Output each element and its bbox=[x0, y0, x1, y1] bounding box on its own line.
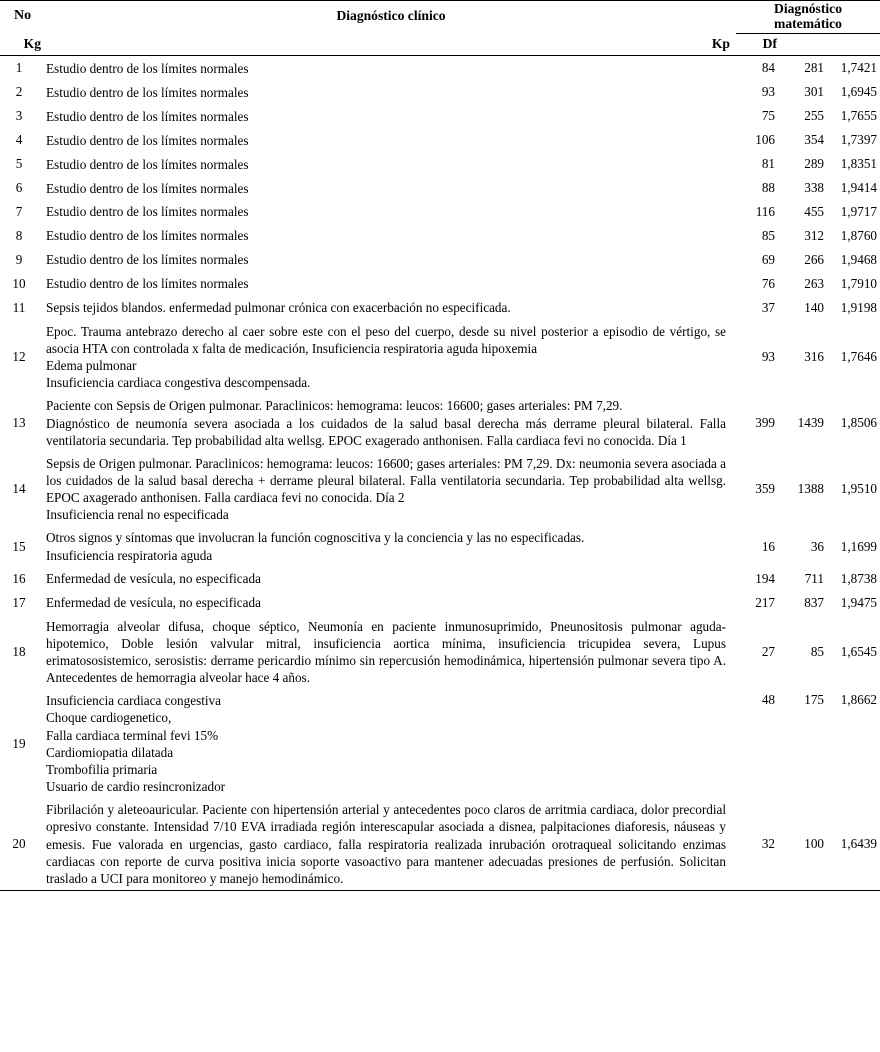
row-number: 5 bbox=[15, 156, 23, 172]
value-kg: 106 bbox=[755, 132, 775, 148]
value-df: 1,8760 bbox=[840, 227, 877, 243]
clinical-diagnosis-cell bbox=[46, 104, 736, 128]
row-number: 13 bbox=[12, 415, 26, 431]
header-row-sub bbox=[0, 34, 880, 56]
table-row bbox=[0, 56, 880, 80]
table-row bbox=[0, 526, 880, 566]
table-row bbox=[0, 591, 880, 615]
diagnosis-line: Estudio dentro de los límites normales bbox=[46, 276, 249, 292]
diagnosis-line: Estudio dentro de los límites normales bbox=[46, 156, 249, 172]
value-df: 1,9475 bbox=[840, 594, 877, 610]
column-header-no: No bbox=[14, 7, 32, 23]
row-number: 11 bbox=[12, 299, 26, 315]
table-row bbox=[0, 296, 880, 320]
diagnosis-line: Estudio dentro de los límites normales bbox=[46, 60, 249, 76]
diagnosis-line: Enfermedad de vesícula, no especificada bbox=[46, 595, 261, 611]
value-kg: 27 bbox=[761, 643, 775, 659]
value-kp: 1439 bbox=[797, 415, 824, 431]
value-kg: 93 bbox=[761, 84, 775, 100]
value-kp: 85 bbox=[810, 643, 824, 659]
diagnosis-line: Hemorragia alveolar difusa, choque séptico, Neumonía en paciente inmunosuprimido, Pneunositosis pulmonar aguda-hipotemico, Doble lesión valvular mitral, insuficiencia aortica mínima, insuficiencia tricupidea severa, Lupus erimatososistemico, serosistis: derrame pericardio mínimo sin repercusión hemodinámica, hipertensión pulmonar severa tipo A. Antecedentes de hemorragia alveolar hace 4 años. bbox=[46, 618, 726, 686]
diagnosis-line: Diagnóstico de neumonía severa asociada a los cuidados de la salud basal derecha más derrame pleural bilateral. Falla ventilatoria secundaria. Tep probabilidad alta wellsg. EPOC exagerado anthonisen. Falla cardiaca fevi no conocida. Día 1 bbox=[46, 415, 726, 448]
table-row bbox=[0, 224, 880, 248]
value-df: 1,7910 bbox=[840, 275, 877, 291]
table-row bbox=[0, 798, 880, 890]
value-df: 1,8738 bbox=[840, 570, 877, 586]
value-df: 1,8351 bbox=[840, 156, 877, 172]
row-number: 10 bbox=[12, 275, 26, 291]
value-kg: 84 bbox=[761, 60, 775, 76]
value-df: 1,6945 bbox=[840, 84, 877, 100]
diagnosis-line: Insuficiencia respiratoria aguda bbox=[46, 547, 213, 563]
column-header-df: Df bbox=[762, 36, 777, 52]
value-kp: 100 bbox=[804, 836, 824, 852]
value-kp: 289 bbox=[804, 156, 824, 172]
clinical-diagnosis-cell bbox=[46, 224, 736, 248]
diagnosis-line: Estudio dentro de los límites normales bbox=[46, 132, 249, 148]
clinical-diagnosis-cell bbox=[46, 128, 736, 152]
diagnosis-line: Otros signos y síntomas que involucran la función cognoscitiva y la conciencia y las no especificadas. bbox=[46, 530, 585, 546]
diagnosis-line: Cardiomiopatia dilatada bbox=[46, 744, 174, 760]
value-df: 1,7646 bbox=[840, 349, 877, 365]
math-header-line2: matemático bbox=[774, 16, 842, 32]
table-row bbox=[0, 200, 880, 224]
table-row bbox=[0, 320, 880, 395]
value-kp: 301 bbox=[804, 84, 824, 100]
value-kp: 316 bbox=[804, 349, 824, 365]
value-kp: 711 bbox=[804, 570, 824, 586]
clinical-diagnosis-cell bbox=[46, 200, 736, 224]
clinical-diagnosis-cell bbox=[46, 591, 736, 615]
row-number: 20 bbox=[12, 836, 26, 852]
diagnosis-line: Epoc. Trauma antebrazo derecho al caer sobre este con el peso del cuerpo, desde su nivel posterior a episodio de vértigo, se asocia HTA con controlada x falta de medicación, Insuficiencia respiratoria aguda hipoxemia bbox=[46, 323, 726, 356]
value-kg: 399 bbox=[755, 415, 775, 431]
table-body bbox=[0, 56, 880, 890]
row-number: 1 bbox=[15, 60, 23, 76]
row-number: 12 bbox=[12, 349, 26, 365]
value-kg: 85 bbox=[761, 227, 775, 243]
header-row-main bbox=[0, 1, 880, 34]
table-row bbox=[0, 248, 880, 272]
value-kg: 116 bbox=[755, 204, 775, 220]
clinical-diagnosis-cell bbox=[46, 320, 736, 395]
value-kp: 312 bbox=[804, 227, 824, 243]
table-row bbox=[0, 272, 880, 296]
value-kg: 359 bbox=[755, 481, 775, 497]
diagnosis-line: Sepsis tejidos blandos. enfermedad pulmonar crónica con exacerbación no especificada. bbox=[46, 300, 511, 316]
table-row bbox=[0, 80, 880, 104]
row-number: 17 bbox=[12, 594, 26, 610]
value-kp: 455 bbox=[804, 204, 824, 220]
diagnosis-line: Fibrilación y aleteoauricular. Paciente con hipertensión arterial y antecedentes poco claros de arritmia cardiaca, dolor precordial opresivo constante. Intensidad 7/10 EVA irradiada región interescapular asociada a disnea, palpitaciones diaforesis, náuseas y emesis. Fue valorada en urgencias, gasto cardiaco, falla respiratoria realizada inrubación orotraqueal solicitando enzimas cardiacas con reporte de curva positiva inicia soporte vasoactivo para mantener adecuadas presiones de perfusión. Solicitan traslado a UCI para monitoreo y manejo hemodinámico. bbox=[46, 802, 726, 886]
column-header-kg: Kg bbox=[23, 36, 41, 52]
row-number: 18 bbox=[12, 643, 26, 659]
diagnosis-line: Estudio dentro de los límites normales bbox=[46, 108, 249, 124]
row-number: 3 bbox=[15, 108, 23, 124]
row-number: 15 bbox=[12, 538, 26, 554]
diagnosis-line: Paciente con Sepsis de Origen pulmonar. Paraclinicos: hemograma: leucos: 16600; gases arteriales: PM 7,29. bbox=[46, 398, 623, 414]
value-kp: 255 bbox=[804, 108, 824, 124]
table-row bbox=[0, 104, 880, 128]
diagnosis-line: Insuficiencia renal no especificada bbox=[46, 507, 229, 523]
diagnosis-line: Insuficiencia cardiaca congestiva bbox=[46, 693, 222, 709]
value-kp: 354 bbox=[804, 132, 824, 148]
diagnosis-line: Usuario de cardio resincronizador bbox=[46, 779, 226, 795]
diagnosis-line: Falla cardiaca terminal fevi 15% bbox=[46, 727, 219, 743]
value-kg: 75 bbox=[761, 108, 775, 124]
value-kg: 32 bbox=[761, 836, 775, 852]
column-header-kp: Kp bbox=[711, 36, 730, 52]
table-row bbox=[0, 452, 880, 527]
clinical-diagnosis-cell bbox=[46, 567, 736, 591]
value-df: 1,9468 bbox=[840, 251, 877, 267]
value-kg: 88 bbox=[761, 180, 775, 196]
value-kp: 140 bbox=[804, 299, 824, 315]
clinical-diagnosis-cell bbox=[46, 798, 736, 890]
value-df: 1,7397 bbox=[840, 132, 877, 148]
diagnosis-line: Insuficiencia cardiaca congestiva descompensada. bbox=[46, 375, 311, 391]
clinical-diagnosis-cell bbox=[46, 248, 736, 272]
value-df: 1,9510 bbox=[840, 481, 877, 497]
diagnosis-line: Estudio dentro de los límites normales bbox=[46, 84, 249, 100]
clinical-diagnosis-cell bbox=[46, 80, 736, 104]
table-row bbox=[0, 689, 880, 798]
value-kg: 81 bbox=[761, 156, 775, 172]
row-number: 7 bbox=[15, 204, 23, 220]
diagnosis-line: Estudio dentro de los límites normales bbox=[46, 228, 249, 244]
value-kg: 48 bbox=[761, 692, 775, 708]
value-kg: 76 bbox=[761, 275, 775, 291]
value-kp: 36 bbox=[810, 538, 824, 554]
clinical-diagnosis-cell bbox=[46, 526, 736, 566]
math-header-line1: Diagnóstico bbox=[774, 1, 842, 16]
diagnosis-line: Edema pulmonar bbox=[46, 358, 137, 374]
value-kg: 93 bbox=[761, 349, 775, 365]
table-row bbox=[0, 394, 880, 451]
value-kg: 37 bbox=[761, 299, 775, 315]
clinical-diagnosis-cell bbox=[46, 452, 736, 527]
value-kp: 263 bbox=[804, 275, 824, 291]
column-header-clinical-diagnosis: Diagnóstico clínico bbox=[336, 7, 446, 23]
row-number: 8 bbox=[15, 227, 23, 243]
clinical-diagnosis-cell bbox=[46, 176, 736, 200]
row-number: 19 bbox=[12, 735, 26, 751]
diagnosis-line: Enfermedad de vesícula, no especificada bbox=[46, 571, 261, 587]
value-df: 1,8506 bbox=[840, 415, 877, 431]
clinical-diagnosis-cell bbox=[46, 615, 736, 690]
value-df: 1,9198 bbox=[840, 299, 877, 315]
table-row bbox=[0, 152, 880, 176]
row-number: 2 bbox=[15, 84, 23, 100]
diagnosis-line: Choque cardiogenetico, bbox=[46, 710, 172, 726]
diagnosis-line: Estudio dentro de los límites normales bbox=[46, 204, 249, 220]
row-number: 9 bbox=[15, 251, 23, 267]
row-number: 14 bbox=[12, 481, 26, 497]
diagnosis-line: Sepsis de Origen pulmonar. Paraclinicos: hemograma: leucos: 16600; gases arteriales: PM 7,29. Dx: neumonia severa asociada a los cuidados de la salud basal derecha + derrame pleural bilateral. Falla ventilatoria secundaria. Tep probabilidad alta wellsg. EPOC axagerado anthonisen. Falla cardiaca fevi no conocida. Día 2 bbox=[46, 455, 726, 506]
value-kg: 16 bbox=[761, 538, 775, 554]
value-df: 1,9717 bbox=[840, 204, 877, 220]
table-head bbox=[0, 1, 880, 57]
table-row bbox=[0, 128, 880, 152]
value-df: 1,6439 bbox=[840, 836, 877, 852]
value-kg: 217 bbox=[755, 594, 775, 610]
rule-bottom bbox=[0, 891, 880, 892]
value-df: 1,8662 bbox=[840, 692, 877, 708]
value-df: 1,9414 bbox=[840, 180, 877, 196]
value-df: 1,7421 bbox=[840, 60, 877, 76]
value-df: 1,6545 bbox=[840, 643, 877, 659]
value-kp: 281 bbox=[804, 60, 824, 76]
value-kp: 837 bbox=[804, 594, 824, 610]
table-row bbox=[0, 615, 880, 690]
diagnosis-line: Trombofilia primaria bbox=[46, 761, 158, 777]
clinical-diagnosis-cell bbox=[46, 296, 736, 320]
value-kp: 1388 bbox=[797, 481, 824, 497]
row-number: 6 bbox=[15, 180, 23, 196]
value-kp: 175 bbox=[804, 692, 824, 708]
table-row bbox=[0, 176, 880, 200]
column-header-math-diagnosis bbox=[736, 1, 880, 34]
value-df: 1,1699 bbox=[840, 538, 877, 554]
value-kg: 194 bbox=[755, 570, 775, 586]
clinical-diagnosis-cell bbox=[46, 272, 736, 296]
clinical-diagnosis-cell bbox=[46, 56, 736, 80]
row-number: 16 bbox=[12, 570, 26, 586]
value-df: 1,7655 bbox=[840, 108, 877, 124]
value-kp: 338 bbox=[804, 180, 824, 196]
value-kg: 69 bbox=[761, 251, 775, 267]
diagnosis-line: Estudio dentro de los límites normales bbox=[46, 180, 249, 196]
table-foot bbox=[0, 891, 880, 892]
value-kp: 266 bbox=[804, 251, 824, 267]
diagnosis-line: Estudio dentro de los límites normales bbox=[46, 252, 249, 268]
table-row bbox=[0, 567, 880, 591]
clinical-diagnosis-cell bbox=[46, 394, 736, 451]
row-number: 4 bbox=[15, 132, 23, 148]
clinical-diagnosis-cell bbox=[46, 689, 736, 798]
clinical-diagnosis-cell bbox=[46, 152, 736, 176]
